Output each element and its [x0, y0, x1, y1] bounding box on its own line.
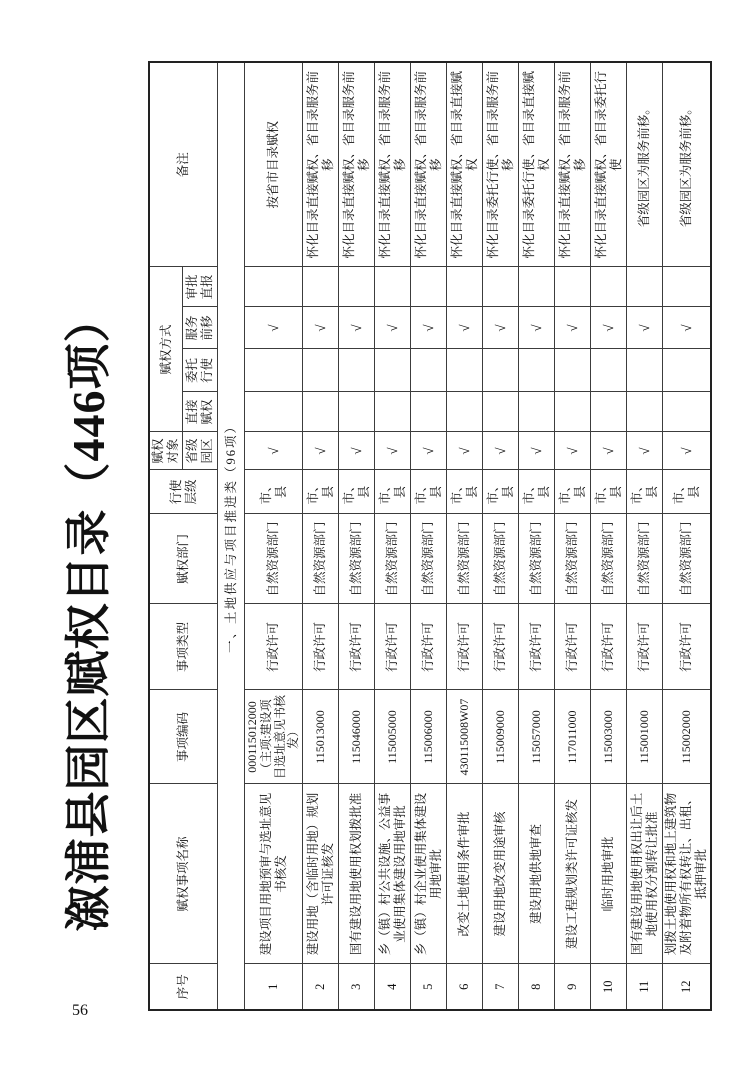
cell-report	[339, 267, 375, 307]
cell-target: √	[411, 432, 447, 470]
cell-dept: 自然资源部门	[245, 514, 303, 604]
cell-dept: 自然资源部门	[411, 514, 447, 604]
header-target-provincial-park: 省级园区	[183, 432, 218, 470]
cell-target: √	[519, 432, 555, 470]
cell-dept: 自然资源部门	[663, 514, 712, 604]
cell-level: 市、县	[447, 470, 483, 514]
cell-remark: 怀化目录直接赋权、省目录服务前移	[555, 62, 591, 267]
table-row	[483, 62, 519, 1010]
cell-remark: 怀化目录直接赋权、省目录服务前移	[411, 62, 447, 267]
cell-report	[591, 267, 627, 307]
cell-report	[483, 267, 519, 307]
section-title: 一、土地供应与项目推进类（96项）	[218, 62, 245, 1010]
header-level: 行使层级	[149, 470, 218, 514]
cell-entrust	[303, 349, 339, 392]
cell-code: 115003000	[591, 690, 627, 784]
cell-forward: √	[519, 307, 555, 349]
table-row	[627, 62, 663, 1010]
cell-report	[663, 267, 712, 307]
cell-report	[447, 267, 483, 307]
cell-level: 市、县	[411, 470, 447, 514]
cell-report	[375, 267, 411, 307]
cell-target: √	[483, 432, 519, 470]
cell-type: 行政许可	[519, 604, 555, 690]
table-row	[519, 62, 555, 1010]
cell-report	[519, 267, 555, 307]
cell-direct	[411, 392, 447, 432]
cell-level: 市、县	[375, 470, 411, 514]
cell-level: 市、县	[245, 470, 303, 514]
cell-no: 1	[245, 964, 303, 1010]
cell-name: 划拨土地使用权和地上建筑物及附着物所有权转让、出租、抵押审批	[663, 784, 712, 964]
cell-type: 行政许可	[483, 604, 519, 690]
cell-remark: 省级园区为服务前移。	[663, 62, 712, 267]
cell-no: 2	[303, 964, 339, 1010]
cell-forward: √	[245, 307, 303, 349]
cell-forward: √	[627, 307, 663, 349]
cell-no: 4	[375, 964, 411, 1010]
cell-forward: √	[663, 307, 712, 349]
cell-dept: 自然资源部门	[519, 514, 555, 604]
cell-no: 7	[483, 964, 519, 1010]
cell-forward: √	[591, 307, 627, 349]
cell-target: √	[339, 432, 375, 470]
cell-forward: √	[555, 307, 591, 349]
table-header	[149, 62, 218, 1010]
table-row	[375, 62, 411, 1010]
cell-remark: 怀化目录直接赋权、省目录直接赋权	[447, 62, 483, 267]
cell-type: 行政许可	[555, 604, 591, 690]
cell-target: √	[447, 432, 483, 470]
cell-forward: √	[447, 307, 483, 349]
cell-target: √	[555, 432, 591, 470]
cell-level: 市、县	[483, 470, 519, 514]
cell-target: √	[627, 432, 663, 470]
cell-code: 115002000	[663, 690, 712, 784]
cell-code: 115057000	[519, 690, 555, 784]
cell-level: 市、县	[627, 470, 663, 514]
cell-code: 115013000	[303, 690, 339, 784]
cell-type: 行政许可	[627, 604, 663, 690]
table-row	[447, 62, 483, 1010]
cell-report	[411, 267, 447, 307]
table-row	[303, 62, 339, 1010]
cell-type: 行政许可	[303, 604, 339, 690]
cell-dept: 自然资源部门	[375, 514, 411, 604]
cell-target: √	[303, 432, 339, 470]
page-number: 56	[72, 1002, 88, 1019]
cell-name: 建设用地（含临时用地）规划许可证核发	[303, 784, 339, 964]
cell-remark: 怀化目录委托行使、省目录服务前移	[483, 62, 519, 267]
cell-type: 行政许可	[245, 604, 303, 690]
cell-direct	[375, 392, 411, 432]
cell-type: 行政许可	[375, 604, 411, 690]
cell-dept: 自然资源部门	[339, 514, 375, 604]
table-body	[218, 62, 712, 1010]
cell-dept: 自然资源部门	[303, 514, 339, 604]
cell-dept: 自然资源部门	[591, 514, 627, 604]
cell-name: 建设项目用地预审与选址意见书核发	[245, 784, 303, 964]
cell-name: 改变土地使用条件审批	[447, 784, 483, 964]
cell-remark: 省级园区为服务前移。	[627, 62, 663, 267]
cell-no: 8	[519, 964, 555, 1010]
cell-entrust	[627, 349, 663, 392]
header-method-direct: 直接赋权	[183, 392, 218, 432]
cell-report	[555, 267, 591, 307]
cell-code: 117011000	[555, 690, 591, 784]
page-title: 溆浦县园区赋权目录（446项）	[63, 295, 114, 932]
header-method-group: 赋权方式	[149, 267, 183, 432]
section-row	[218, 62, 245, 1010]
cell-remark: 怀化目录直接赋权、省目录服务前移	[375, 62, 411, 267]
cell-name: 临时用地审批	[591, 784, 627, 964]
cell-entrust	[339, 349, 375, 392]
cell-report	[245, 267, 303, 307]
cell-code: 115006000	[411, 690, 447, 784]
cell-type: 行政许可	[447, 604, 483, 690]
cell-target: √	[663, 432, 712, 470]
cell-name: 建设用地改变用途审核	[483, 784, 519, 964]
cell-direct	[339, 392, 375, 432]
cell-remark: 怀化目录直接赋权、省目录服务前移	[303, 62, 339, 267]
cell-dept: 自然资源部门	[447, 514, 483, 604]
cell-level: 市、县	[519, 470, 555, 514]
header-method-entrust: 委托行使	[183, 349, 218, 392]
cell-forward: √	[303, 307, 339, 349]
cell-name: 乡（镇）村企业使用集体建设用地审批	[411, 784, 447, 964]
header-type: 事项类型	[149, 604, 218, 690]
cell-dept: 自然资源部门	[555, 514, 591, 604]
cell-no: 6	[447, 964, 483, 1010]
cell-level: 市、县	[339, 470, 375, 514]
cell-forward: √	[483, 307, 519, 349]
cell-forward: √	[411, 307, 447, 349]
cell-no: 10	[591, 964, 627, 1010]
cell-name: 国有建设用地使用权划拨批准	[339, 784, 375, 964]
cell-code: 430115008W07	[447, 690, 483, 784]
cell-level: 市、县	[555, 470, 591, 514]
cell-no: 11	[627, 964, 663, 1010]
cell-direct	[663, 392, 712, 432]
cell-entrust	[245, 349, 303, 392]
cell-no: 12	[663, 964, 712, 1010]
cell-code: 115009000	[483, 690, 519, 784]
header-method-report: 审批直报	[183, 267, 218, 307]
table-row	[663, 62, 712, 1010]
cell-name: 建设工程规划类许可证核发	[555, 784, 591, 964]
cell-remark: 怀化目录直接赋权、省目录服务前移	[339, 62, 375, 267]
cell-target: √	[375, 432, 411, 470]
cell-entrust	[483, 349, 519, 392]
table-row	[245, 62, 303, 1010]
cell-entrust	[375, 349, 411, 392]
cell-entrust	[519, 349, 555, 392]
cell-code: 115001000	[627, 690, 663, 784]
cell-entrust	[555, 349, 591, 392]
table-row	[411, 62, 447, 1010]
table-row	[591, 62, 627, 1010]
cell-no: 9	[555, 964, 591, 1010]
cell-dept: 自然资源部门	[483, 514, 519, 604]
authorization-table	[148, 61, 712, 1011]
cell-type: 行政许可	[411, 604, 447, 690]
cell-direct	[483, 392, 519, 432]
cell-type: 行政许可	[339, 604, 375, 690]
cell-direct	[555, 392, 591, 432]
cell-direct	[447, 392, 483, 432]
cell-direct	[627, 392, 663, 432]
header-target-group: 赋权对象	[149, 432, 183, 470]
cell-name: 乡（镇）村公共设施、公益事业使用集体建设用地审批	[375, 784, 411, 964]
cell-name: 建设用地供地审查	[519, 784, 555, 964]
header-dept: 赋权部门	[149, 514, 218, 604]
cell-code: 115005000	[375, 690, 411, 784]
cell-direct	[519, 392, 555, 432]
cell-level: 市、县	[591, 470, 627, 514]
cell-entrust	[663, 349, 712, 392]
table-row	[555, 62, 591, 1010]
header-method-forward: 服务前移	[183, 307, 218, 349]
cell-level: 市、县	[303, 470, 339, 514]
table-row	[339, 62, 375, 1010]
cell-remark: 按省市目录赋权	[245, 62, 303, 267]
cell-remark: 怀化目录直接赋权、省目录委托行使	[591, 62, 627, 267]
cell-forward: √	[339, 307, 375, 349]
cell-forward: √	[375, 307, 411, 349]
cell-direct	[591, 392, 627, 432]
cell-type: 行政许可	[591, 604, 627, 690]
header-remark: 备注	[149, 62, 218, 267]
cell-level: 市、县	[663, 470, 712, 514]
cell-no: 3	[339, 964, 375, 1010]
cell-no: 5	[411, 964, 447, 1010]
cell-report	[303, 267, 339, 307]
cell-code: 115046000	[339, 690, 375, 784]
cell-dept: 自然资源部门	[627, 514, 663, 604]
cell-remark: 怀化目录委托行使、省目录直接赋权	[519, 62, 555, 267]
cell-entrust	[591, 349, 627, 392]
cell-name: 国有建设用地使用权出让后土地使用权分割转让批准	[627, 784, 663, 964]
cell-direct	[303, 392, 339, 432]
cell-type: 行政许可	[663, 604, 712, 690]
cell-code: 000115012000（主项:建设项目选址意见书核发）	[245, 690, 303, 784]
cell-target: √	[591, 432, 627, 470]
cell-target: √	[245, 432, 303, 470]
header-code: 事项编码	[149, 690, 218, 784]
header-name: 赋权事项名称	[149, 784, 218, 964]
cell-report	[627, 267, 663, 307]
cell-entrust	[447, 349, 483, 392]
cell-direct	[245, 392, 303, 432]
cell-entrust	[411, 349, 447, 392]
header-no: 序号	[149, 964, 218, 1010]
